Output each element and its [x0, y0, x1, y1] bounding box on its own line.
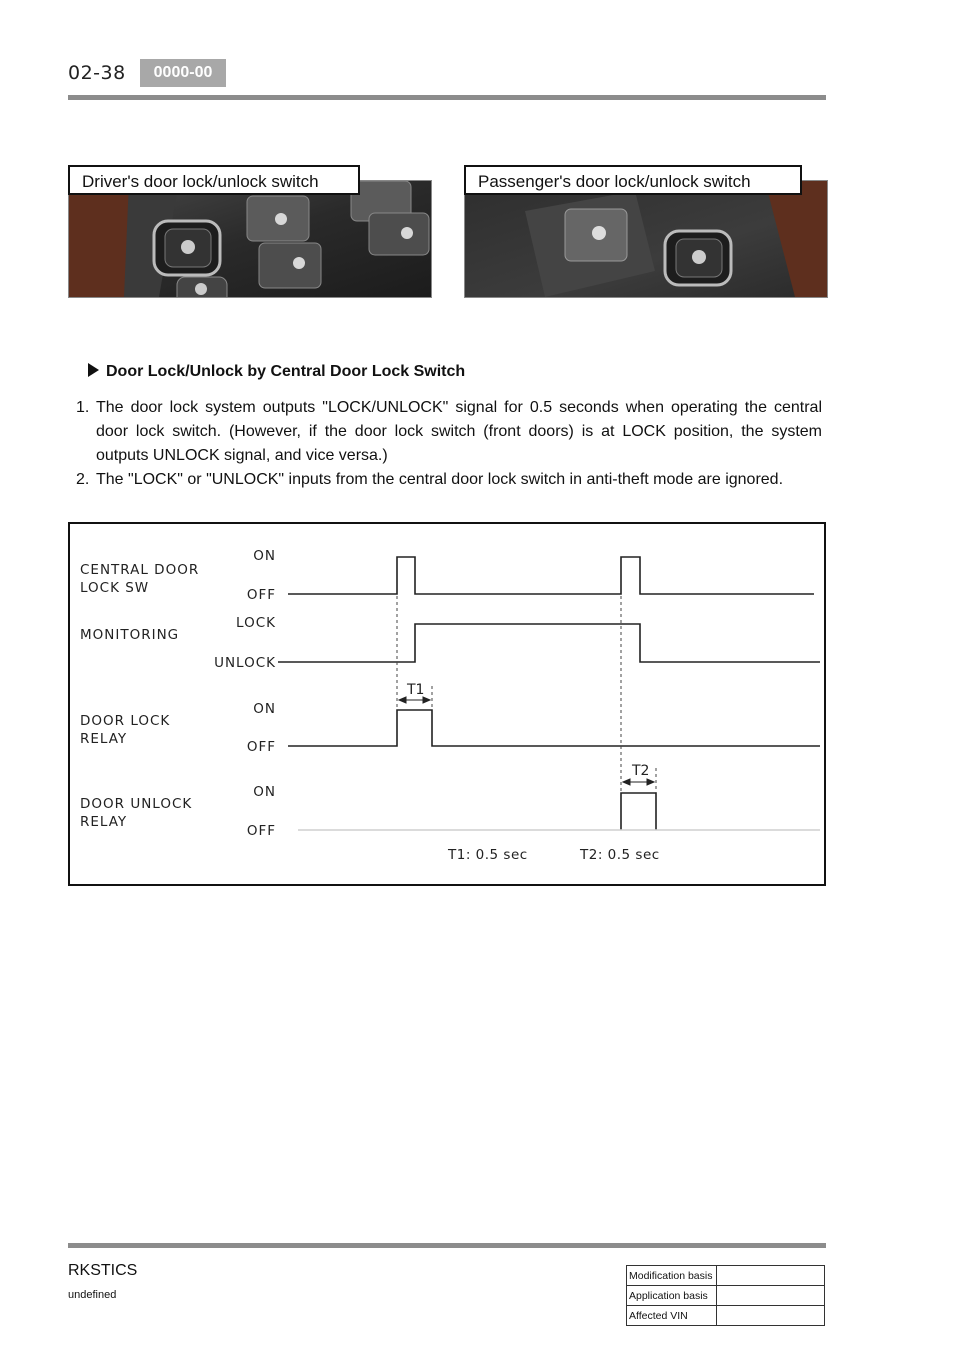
- step-text: The door lock system outputs "LOCK/UNLOCK" signal for 0.5 seconds when operating the central door lock switch. (However, if the door lock switch (front doors) is at LOCK position, the system outputs UNLOCK signal, and vice versa.): [96, 399, 822, 464]
- waveform-unlock-relay: [621, 793, 656, 830]
- state-label-on: ON: [253, 784, 276, 800]
- footer-subtext: undefined: [68, 1289, 117, 1301]
- signal-name-line: DOOR UNLOCK: [80, 796, 193, 812]
- signal-name-line: CENTRAL DOOR: [80, 562, 200, 578]
- table-cell-label: Application basis: [627, 1286, 717, 1306]
- passenger-switch-image: [465, 181, 827, 297]
- state-label-on: ON: [253, 701, 276, 717]
- section-title: Door Lock/Unlock by Central Door Lock Switch: [106, 363, 466, 380]
- step-text: The "LOCK" or "UNLOCK" inputs from the central door lock switch in anti-theft mode are ignored.: [96, 471, 784, 488]
- table-cell-label: Affected VIN: [627, 1306, 717, 1326]
- header-rule: [68, 95, 826, 100]
- waveform-central-sw: [288, 557, 814, 594]
- signal-name-line: LOCK SW: [80, 580, 150, 596]
- table-row: [627, 1266, 825, 1286]
- driver-switch-photo: [68, 180, 432, 298]
- driver-switch-caption: Driver's door lock/unlock switch: [68, 165, 360, 195]
- footer-rule: [68, 1243, 826, 1248]
- state-label-off: OFF: [246, 823, 276, 839]
- t1-note: T1: 0.5 sec: [448, 847, 528, 863]
- table-cell-value: [717, 1266, 825, 1286]
- page-number: 02-38: [68, 62, 126, 84]
- passenger-switch-photo: [464, 180, 828, 298]
- t2-arrowhead-left: [623, 779, 630, 785]
- signal-name-line: RELAY: [80, 731, 128, 747]
- state-label-on: ON: [253, 548, 276, 564]
- table-cell-value: [717, 1306, 825, 1326]
- step-number: 2.: [76, 471, 90, 488]
- table-cell-value: [717, 1286, 825, 1306]
- passenger-switch-caption: Passenger's door lock/unlock switch: [464, 165, 802, 195]
- state-label-lock: LOCK: [236, 615, 276, 631]
- section-code-tab: 0000-00: [140, 59, 226, 87]
- t2-note: T2: 0.5 sec: [580, 847, 660, 863]
- state-label-unlock: UNLOCK: [214, 655, 276, 671]
- list-item: [72, 468, 822, 492]
- t2-arrowhead-right: [647, 779, 654, 785]
- signal-name-line: MONITORING: [80, 627, 180, 643]
- step-list: [72, 396, 822, 492]
- list-item: [72, 396, 822, 468]
- section-heading: [88, 363, 465, 381]
- waveform-monitoring: [278, 624, 820, 662]
- step-number: 1.: [76, 399, 90, 416]
- signal-name-line: DOOR LOCK: [80, 713, 171, 729]
- table-row: [627, 1286, 825, 1306]
- table-row: [627, 1306, 825, 1326]
- t1-marker: T1: [407, 682, 425, 698]
- table-cell-label: Modification basis: [627, 1266, 717, 1286]
- driver-switch-image: [69, 181, 431, 297]
- timing-diagram: [68, 522, 826, 886]
- state-label-off: OFF: [246, 587, 276, 603]
- signal-name-line: RELAY: [80, 814, 128, 830]
- modification-table: [626, 1265, 825, 1326]
- waveform-lock-relay: [288, 710, 820, 746]
- triangle-bullet-icon: [88, 363, 99, 377]
- state-label-off: OFF: [246, 739, 276, 755]
- t2-marker: T2: [632, 763, 650, 779]
- footer-brand: RKSTICS: [68, 1262, 138, 1279]
- timing-waveforms: [70, 524, 824, 884]
- t1-arrowhead-left: [399, 697, 406, 703]
